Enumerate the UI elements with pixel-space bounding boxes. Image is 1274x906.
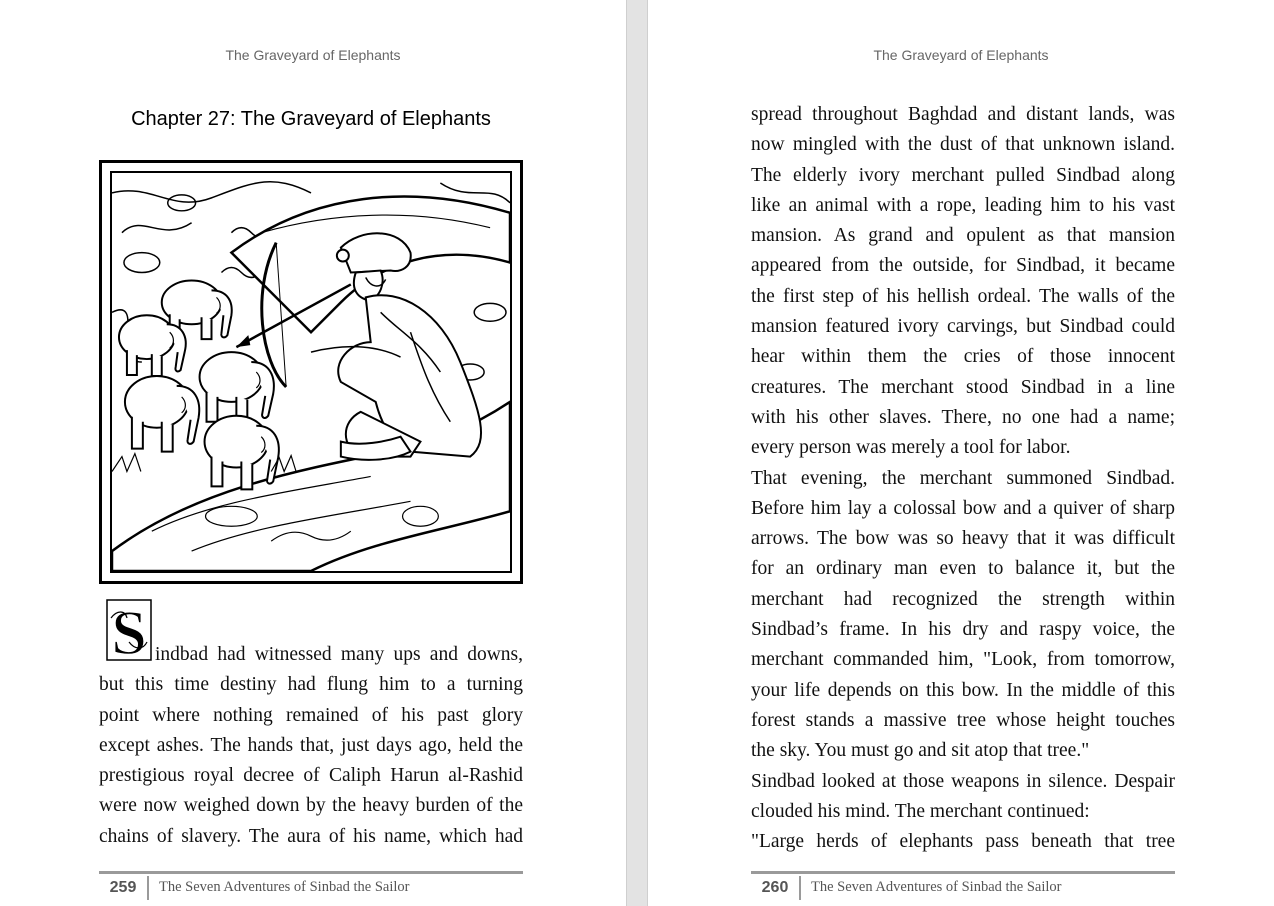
illustration-inner-frame: [110, 171, 512, 573]
text-line: mansion featured ivory carvings, but Sindbad could: [751, 316, 1175, 338]
page-number: 260: [751, 876, 801, 900]
page-footer-right: [751, 871, 1175, 899]
text-line: merchant had recognized the strength within: [751, 588, 1175, 610]
text-line: like an animal with a rope, leading him to his vast: [751, 194, 1175, 216]
page-number: 259: [99, 876, 149, 900]
right-page: [648, 0, 1274, 906]
text-line: your life depends on this bow. In the middle of this: [751, 679, 1175, 701]
right-body-text: [751, 100, 1175, 857]
svg-text:S: S: [111, 598, 147, 664]
book-title: The Seven Adventures of Sinbad the Sailor: [159, 879, 410, 895]
text-line: the first step of his hellish ordeal. The walls of the: [751, 285, 1175, 307]
text-line: except ashes. The hands that, just days ago, held the: [99, 734, 523, 756]
text-line: Sindbad looked at those weapons in silence. Despair: [751, 770, 1175, 792]
text-line: arrows. The bow was so heavy that it was difficult: [751, 528, 1175, 550]
text-line: every person was merely a tool for labor.: [751, 437, 1071, 459]
archer-elephants-illustration-icon: [112, 173, 510, 571]
text-line: now mingled with the dust of that unknown island.: [751, 134, 1175, 156]
text-line: That evening, the merchant summoned Sindbad.: [751, 467, 1175, 489]
running-head-right: The Graveyard of Elephants: [873, 47, 1049, 63]
text-line: Before him lay a colossal bow and a quiver of sharp: [751, 497, 1175, 519]
text-line: but this time destiny had flung him to a turning: [99, 674, 523, 696]
text-line: chains of slavery. The aura of his name, which had: [99, 825, 523, 847]
text-line: Sindbad’s frame. In his dry and raspy voice, the: [751, 619, 1175, 641]
left-page: [0, 0, 626, 906]
text-line: the sky. You must go and sit atop that tree.": [751, 740, 1090, 762]
text-line: merchant commanded him, "Look, from tomorrow,: [751, 649, 1175, 671]
text-line: appeared from the outside, for Sindbad, it became: [751, 255, 1175, 277]
chapter-illustration: [99, 160, 523, 584]
text-line: hear within them the cries of those innocent: [751, 346, 1175, 368]
text-line: creatures. The merchant stood Sindbad in a line: [751, 376, 1175, 398]
text-line: mansion. As grand and opulent as that mansion: [751, 225, 1175, 247]
text-line: with his other slaves. There, no one had a name;: [751, 406, 1175, 428]
running-head-left: The Graveyard of Elephants: [225, 47, 401, 63]
page-gutter: [626, 0, 648, 906]
page-footer-left: [99, 871, 523, 899]
text-line: indbad had witnessed many ups and downs,: [155, 644, 523, 665]
text-line: were now weighed down by the heavy burden of the: [99, 795, 523, 817]
left-body-text: [99, 640, 523, 852]
text-line: point where nothing remained of his past glory: [99, 704, 523, 726]
text-line: spread throughout Baghdad and distant lands, was: [751, 104, 1175, 125]
book-title: The Seven Adventures of Sinbad the Sailor: [811, 879, 1062, 895]
text-line: "Large herds of elephants pass beneath that tree: [751, 831, 1175, 853]
text-line: prestigious royal decree of Caliph Harun al-Rashid: [99, 765, 523, 787]
chapter-title: Chapter 27: The Graveyard of Elephants: [131, 108, 491, 130]
text-line: clouded his mind. The merchant continued:: [751, 800, 1090, 822]
text-line: for an ordinary man even to balance it, but the: [751, 558, 1175, 580]
text-line: forest stands a massive tree whose height touches: [751, 709, 1175, 731]
text-line: The elderly ivory merchant pulled Sindbad along: [751, 164, 1175, 186]
